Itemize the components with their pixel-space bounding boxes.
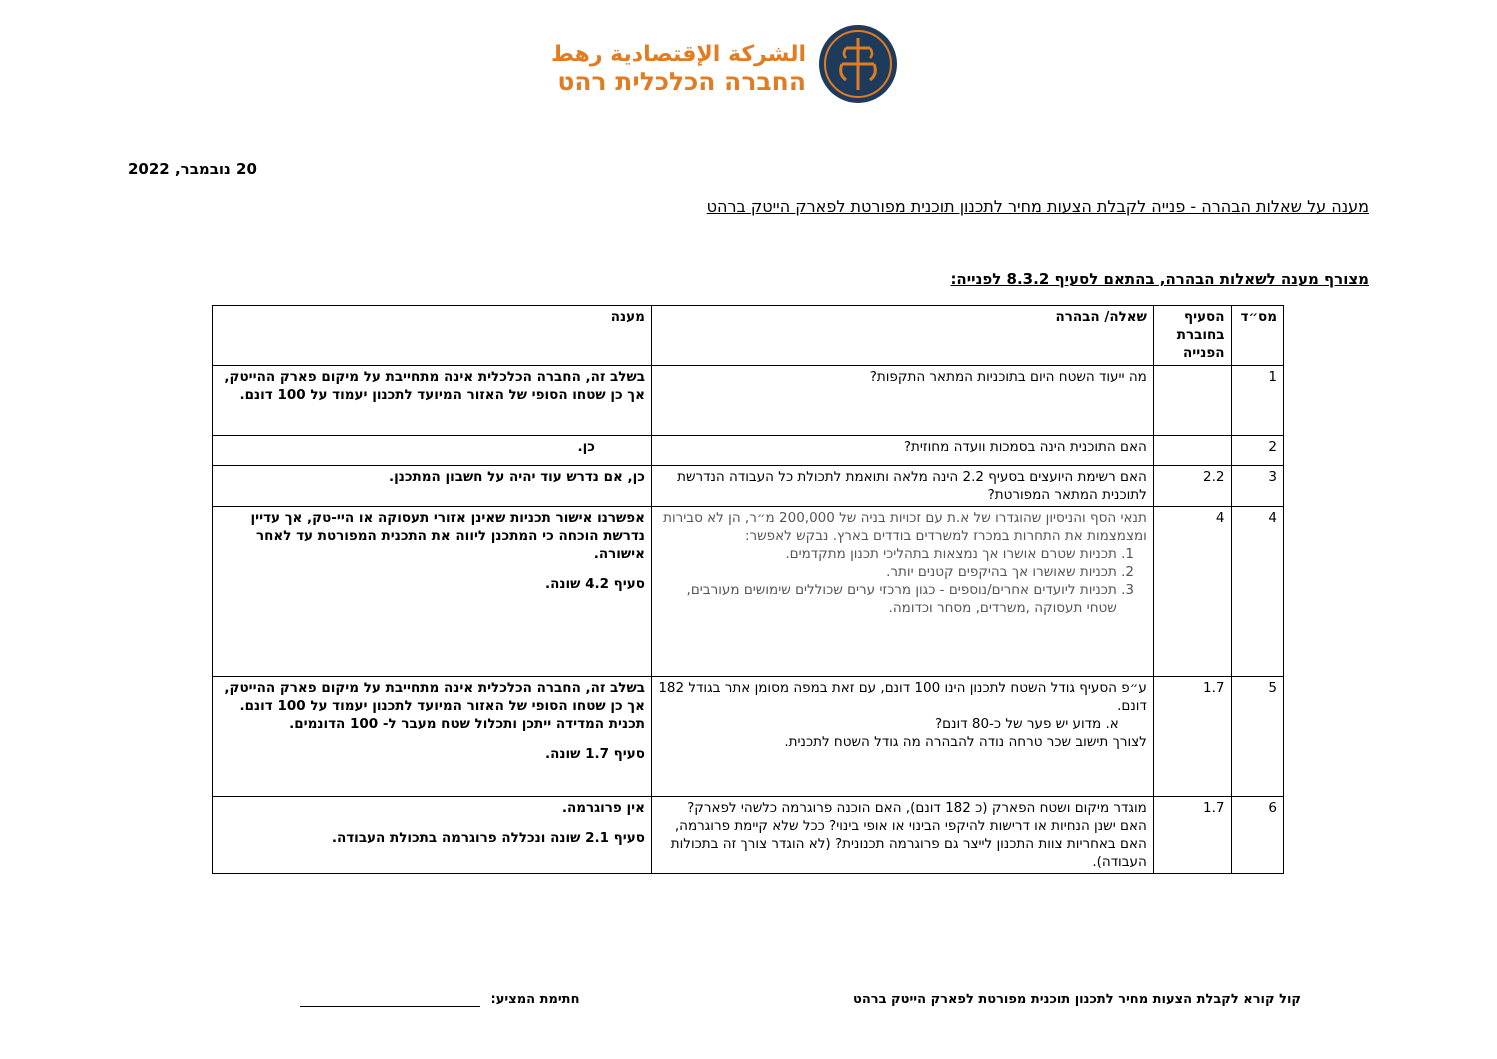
row-num: 6 [1231,797,1283,874]
row-section [1153,366,1231,436]
document-subheading: מצורף מענה לשאלות הבהרה, בהתאם לסעיף 8.3.2 לפנייה: [950,270,1369,288]
row-answer [213,507,652,677]
signature-line [300,1006,480,1007]
row-num: 3 [1231,466,1283,507]
document-date: 20 נובמבר, 2022 [128,160,257,178]
signature-label: חתימת המציע: [490,992,580,1007]
row-answer [213,466,652,507]
row-question: האם התוכנית הינה בסמכות וועדה מחוזית? [651,436,1153,466]
logo-hebrew-name: החברה הכלכלית רהט [557,67,806,96]
signature-block [300,992,580,1007]
list-item: 2. תכניות שאושרו אך בהיקפים קטנים יותר. [658,563,1117,581]
row-section: 1.7 [1153,797,1231,874]
row-answer [213,436,652,466]
header-num: מס״ד [1231,306,1283,366]
table-row [213,436,1284,466]
clarifications-table [212,305,1284,874]
row-section: 2.2 [1153,466,1231,507]
row-answer [213,797,652,874]
row-section: 4 [1153,507,1231,677]
table-row [213,507,1284,677]
list-item: 1. תכניות שטרם אושרו אך נמצאות בתהליכי תכנון מתקדמים. [658,545,1117,563]
row-question: האם רשימת היועצים בסעיף 2.2 הינה מלאה ותואמת לתכולת כל העבודה הנדרשת לתוכנית המתאר המפורטת? [651,466,1153,507]
question-alpha-item: א. מדוע יש פער של כ-80 דונם? [934,716,1119,732]
header-answer: מענה [213,306,652,366]
header-section: הסעיף בחוברת הפנייה [1153,306,1231,366]
logo-arabic-name: الشركة الإقتصادية رهط [551,42,806,67]
answer-paragraph: בשלב זה, החברה הכלכלית אינה מתחייבת על מיקום פארק ההייטק, אך כן שטחו הסופי של האזור המיועד לתכנון יעמוד על 100 דונם. תכנית המדידה ייתכן ותכלול שטח מעבר ל- 100 הדונמים. [224,680,645,732]
answer-paragraph: אפשרנו אישור תכניות שאינן אזורי תעסוקה או היי-טק, אך עדיין נדרשת הוכחה כי המתכנן ליווה את התכנית המפורטת עד לאחר אישורה. [250,510,645,562]
answer-paragraph: סעיף 1.7 שונה. [544,746,645,762]
table-row [213,797,1284,874]
answer-paragraph: סעיף 2.1 שונה ונכללה פרוגרמה בתכולת העבודה. [331,830,645,846]
row-num: 5 [1231,677,1283,797]
answer-paragraph: סעיף 4.2 שונה. [544,576,645,592]
logo-text [551,42,806,96]
answer-paragraph: כן. [577,439,595,455]
row-section [1153,436,1231,466]
row-answer [213,677,652,797]
row-section: 1.7 [1153,677,1231,797]
question-tail: לצורך תישוב שכר טרחה נודה להבהרה מה גודל השטח לתכנית. [784,734,1147,750]
row-answer [213,366,652,436]
question-list [658,545,1147,617]
footer-call-text: קול קורא לקבלת הצעות מחיר לתכנון תוכנית מפורטת לפארק הייטק ברהט [853,992,1301,1007]
row-num: 1 [1231,366,1283,436]
header-question: שאלה/ הבהרה [651,306,1153,366]
table-row [213,366,1284,436]
answer-paragraph: בשלב זה, החברה הכלכלית אינה מתחייבת על מיקום פארק ההייטק, אך כן שטחו הסופי של האזור המיועד לתכנון יעמוד על 100 דונם. [224,369,645,403]
row-question: מוגדר מיקום ושטח הפארק (כ 182 דונם), האם הוכנה פרוגרמה כלשהי לפארק? האם ישנן הנחיות או דרישות להיקפי הבינוי או אופי בינוי? ככל שלא קיימת פרוגרמה, האם באחריות צוות התכנון לייצר גם פרוגרמה תכנונית? (לא הוגדר צורך זה בתכולות העבודה). [651,797,1153,874]
logo-emblem-icon [818,24,898,104]
row-num: 2 [1231,436,1283,466]
row-question: מה ייעוד השטח היום בתוכניות המתאר התקפות? [651,366,1153,436]
question-intro: ע״פ הסעיף גודל השטח לתכנון הינו 100 דונם, עם זאת במפה מסומן אתר בגודל 182 דונם. [658,680,1147,714]
list-item: 3. תכניות ליועדים אחרים/נוספים - כגון מרכזי ערים שכוללים שימושים מעורבים, שטחי תעסוקה ,משרדים, מסחר וכדומה. [658,581,1117,617]
question-intro: תנאי הסף והניסיון שהוגדרו של א.ת עם זכויות בניה של 200,000 מ״ר, הן לא סבירות ומצמצמות את התחרות במכרז למשרדים בודדים בארץ. נבקש לאפשר: [663,510,1147,544]
row-num: 4 [1231,507,1283,677]
row-question [651,677,1153,797]
table-header-row [213,306,1284,366]
row-question [651,507,1153,677]
table-row [213,466,1284,507]
company-logo [551,24,898,104]
table-row [213,677,1284,797]
answer-paragraph: אין פרוגרמה. [561,800,645,816]
document-heading: מענה על שאלות הבהרה - פנייה לקבלת הצעות מחיר לתכנון תוכנית מפורטת לפארק הייטק ברהט [706,197,1369,216]
answer-paragraph: כן, אם נדרש עוד יהיה על חשבון המתכנן. [388,469,645,485]
